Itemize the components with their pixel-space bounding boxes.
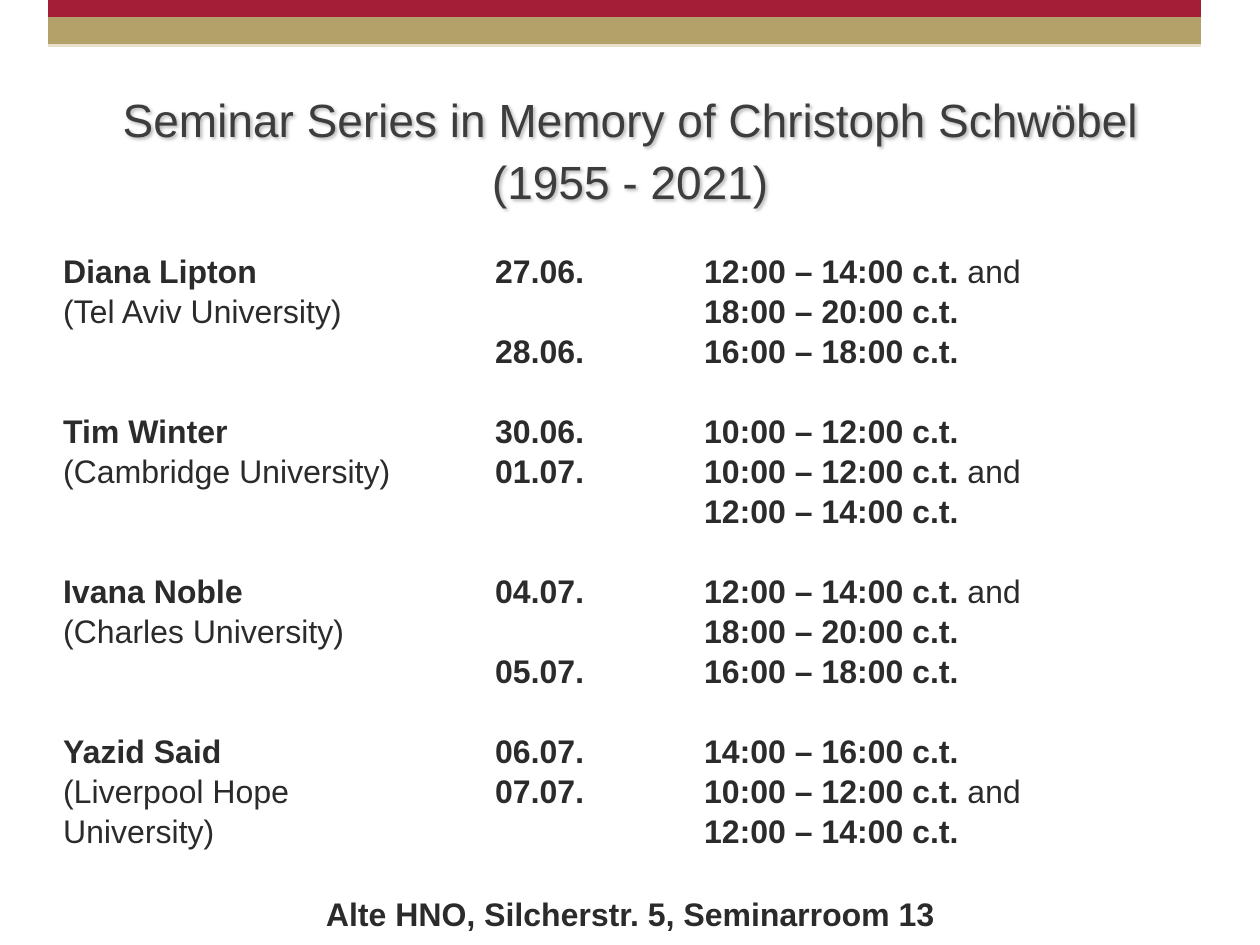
date-cell: 27.06. xyxy=(495,254,584,290)
slide-title xyxy=(0,90,1260,214)
schedule-row xyxy=(63,772,1048,812)
speaker-cell xyxy=(63,492,495,532)
header-bar-red xyxy=(48,0,1201,17)
time-suffix: and xyxy=(958,254,1021,290)
date-cell: 30.06. xyxy=(495,414,584,450)
time-cell xyxy=(704,572,1048,612)
time-suffix: and xyxy=(958,454,1021,490)
schedule-row xyxy=(63,812,1048,852)
seminar-schedule xyxy=(63,252,1048,892)
speaker-cell: Diana Lipton xyxy=(63,254,257,290)
date-cell: 07.07. xyxy=(495,774,584,810)
time-cell xyxy=(704,772,1048,812)
schedule-row xyxy=(63,492,1048,532)
schedule-row xyxy=(63,252,1048,292)
time-cell xyxy=(704,492,1048,532)
speaker-cell xyxy=(63,332,495,372)
speaker-cell: Yazid Said xyxy=(63,734,222,770)
time-range: 12:00 – 14:00 c.t. xyxy=(704,814,959,850)
time-cell xyxy=(704,452,1048,492)
header-bar-gold xyxy=(48,17,1201,44)
time-range: 12:00 – 14:00 c.t. xyxy=(704,574,959,610)
schedule-row xyxy=(63,612,1048,652)
slide-title-line1: Seminar Series in Memory of Christoph Schwöbel xyxy=(122,95,1138,147)
schedule-row xyxy=(63,292,1048,332)
speaker-cell: (Tel Aviv University) xyxy=(63,294,342,330)
date-cell xyxy=(495,492,704,532)
date-cell xyxy=(495,292,704,332)
time-range: 10:00 – 12:00 c.t. xyxy=(704,774,959,810)
time-cell xyxy=(704,612,1048,652)
date-cell: 28.06. xyxy=(495,334,584,370)
time-range: 16:00 – 18:00 c.t. xyxy=(704,334,959,370)
date-cell: 06.07. xyxy=(495,734,584,770)
date-cell: 05.07. xyxy=(495,654,584,690)
time-cell xyxy=(704,292,1048,332)
time-range: 18:00 – 20:00 c.t. xyxy=(704,294,959,330)
speaker-cell: (Cambridge University) xyxy=(63,454,391,490)
schedule-row xyxy=(63,332,1048,372)
speaker-block xyxy=(63,732,1048,852)
schedule-row xyxy=(63,452,1048,492)
header-bar-accent-line xyxy=(48,44,1201,47)
speaker-block xyxy=(63,412,1048,532)
time-range: 18:00 – 20:00 c.t. xyxy=(704,614,959,650)
speaker-cell: Ivana Noble xyxy=(63,574,243,610)
time-range: 12:00 – 14:00 c.t. xyxy=(704,494,959,530)
date-cell: 04.07. xyxy=(495,574,584,610)
date-cell xyxy=(495,812,704,852)
speaker-cell: (Charles University) xyxy=(63,614,344,650)
time-range: 10:00 – 12:00 c.t. xyxy=(704,454,959,490)
date-cell: 01.07. xyxy=(495,454,584,490)
date-cell xyxy=(495,612,704,652)
speaker-block xyxy=(63,572,1048,692)
venue-footer: Alte HNO, Silcherstr. 5, Seminarroom 13 xyxy=(325,897,935,933)
time-range: 10:00 – 12:00 c.t. xyxy=(704,414,959,450)
time-cell xyxy=(704,412,1048,452)
time-suffix: and xyxy=(958,774,1021,810)
time-cell xyxy=(704,812,1048,852)
time-cell xyxy=(704,652,1048,692)
schedule-row xyxy=(63,572,1048,612)
time-cell xyxy=(704,252,1048,292)
speaker-cell: University) xyxy=(63,814,215,850)
schedule-row xyxy=(63,412,1048,452)
time-range: 12:00 – 14:00 c.t. xyxy=(704,254,959,290)
time-cell xyxy=(704,732,1048,772)
speaker-block xyxy=(63,252,1048,372)
schedule-row xyxy=(63,652,1048,692)
time-range: 16:00 – 18:00 c.t. xyxy=(704,654,959,690)
slide-title-years: (1955 - 2021) xyxy=(491,157,769,209)
schedule-row xyxy=(63,732,1048,772)
time-suffix: and xyxy=(958,574,1021,610)
speaker-cell: Tim Winter xyxy=(63,414,228,450)
time-range: 14:00 – 16:00 c.t. xyxy=(704,734,959,770)
time-cell xyxy=(704,332,1048,372)
speaker-cell: (Liverpool Hope xyxy=(63,774,289,810)
speaker-cell xyxy=(63,652,495,692)
